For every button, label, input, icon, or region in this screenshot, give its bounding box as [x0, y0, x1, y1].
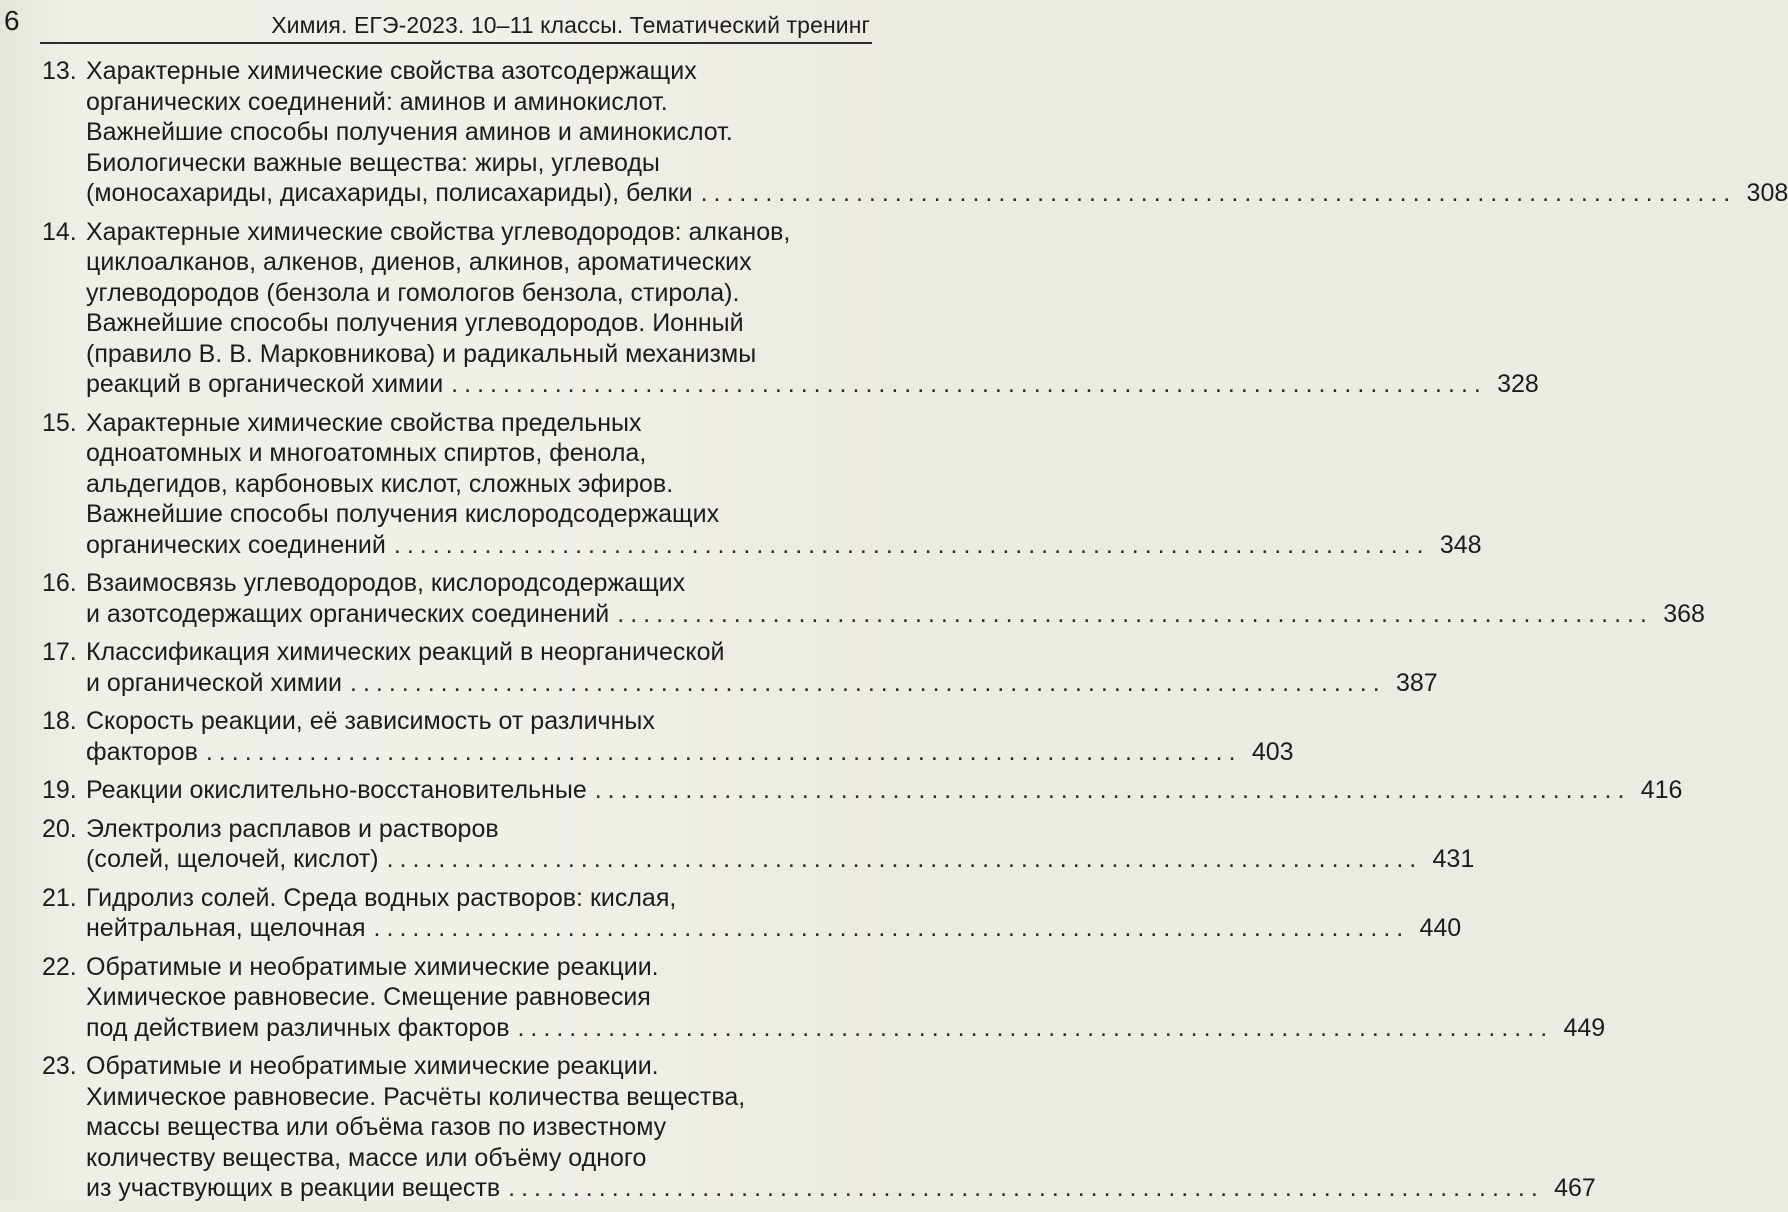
- toc-entry-text: Скорость реакции, её зависимость от различных: [86, 707, 655, 735]
- toc-entry-page: 431: [1432, 845, 1475, 873]
- dot-leader: ................................................................................: [517, 1013, 1554, 1042]
- toc-entry-line: [42, 1082, 860, 1113]
- toc-entry-text: факторов: [86, 737, 198, 766]
- toc-entry-line: [42, 308, 860, 339]
- dot-leader: ................................................................................: [386, 845, 1423, 873]
- toc-entry-line: [42, 913, 1462, 944]
- toc-entry-text: Взаимосвязь углеводородов, кислородсодержащих: [86, 569, 686, 597]
- toc-entry-text: из участвующих в реакции веществ: [86, 1174, 501, 1202]
- toc-entry-text: количеству вещества, массе или объёму одного: [86, 1143, 647, 1172]
- toc-entry-line: [42, 1112, 860, 1143]
- toc-entry-text: Химическое равновесие. Смещение равновесия: [86, 983, 651, 1011]
- toc-entry-page: 387: [1395, 668, 1438, 697]
- toc-entry-text: Обратимые и необратимые химические реакции.: [86, 1052, 659, 1080]
- toc-entry-text: углеводородов (бензола и гомологов бензола, стирола).: [86, 278, 740, 307]
- toc-entry-text: Важнейшие способы получения углеводородов. Ионный: [86, 309, 744, 337]
- toc-entry-line: [42, 668, 1438, 699]
- toc-entry: [42, 775, 1683, 806]
- toc-entry-text: Гидролиз солей. Среда водных растворов: кислая,: [86, 883, 677, 912]
- toc-entry-text: (солей, щелочей, кислот): [86, 845, 379, 873]
- toc-entry-page: 308: [1746, 179, 1788, 207]
- page-number: 6: [4, 5, 20, 36]
- toc-entry-line: [42, 469, 860, 500]
- toc-entry-line: [42, 148, 860, 179]
- toc-entry-line: [42, 1173, 1596, 1204]
- dot-leader: ................................................................................: [700, 179, 1737, 207]
- toc-entry-line: [42, 438, 860, 469]
- dot-leader: ................................................................................: [393, 530, 1430, 559]
- toc-entry-number: 19.: [42, 776, 77, 804]
- toc-entry-text: Характерные химические свойства предельных: [86, 408, 642, 437]
- toc-entry-line: [42, 339, 860, 370]
- toc-entry-text: органических соединений: [86, 530, 386, 559]
- toc-entry-line: [42, 530, 1482, 561]
- running-head: Химия. ЕГЭ-2023. 10–11 классы. Тематический тренинг: [271, 12, 870, 38]
- toc-entry-number: 21.: [42, 883, 77, 912]
- toc-entry-line: [42, 775, 1683, 806]
- toc-entry-text: (правило В. В. Марковникова) и радикальный механизмы: [86, 339, 757, 368]
- toc-entry-line: [42, 982, 860, 1013]
- toc-entry-text: под действием различных факторов: [86, 1013, 510, 1042]
- toc-entry-text: Реакции окислительно-восстановительные: [86, 776, 587, 804]
- dot-leader: ................................................................................: [205, 737, 1242, 766]
- toc-entry: [42, 883, 1462, 944]
- toc-entry-text: Характерные химические свойства азотсодержащих: [86, 57, 697, 85]
- toc-entry-line: [42, 278, 860, 309]
- toc-entry: [42, 952, 1606, 1044]
- toc-entry: [42, 706, 1294, 767]
- toc-entry-line: [42, 883, 860, 914]
- toc-entry-line: [42, 1013, 1606, 1044]
- toc-entry-page: 348: [1439, 530, 1482, 559]
- toc-entry-text: Важнейшие способы получения кислородсодержащих: [86, 500, 720, 528]
- toc-entry-page: 440: [1419, 914, 1462, 942]
- dot-leader: ................................................................................: [350, 668, 1386, 697]
- toc-entry-line: [42, 737, 1294, 768]
- toc-entry-text: Электролиз расплавов и растворов: [86, 814, 499, 843]
- toc-entry-number: 15.: [42, 408, 77, 437]
- toc-entry-text: органических соединений: аминов и аминокислот.: [86, 87, 668, 116]
- toc-entry-line: [42, 706, 860, 737]
- toc-entry-text: Важнейшие способы получения аминов и аминокислот.: [86, 118, 733, 146]
- toc-entry-page: 368: [1663, 599, 1705, 628]
- toc-entry-text: массы вещества или объёма газов по известному: [86, 1113, 667, 1141]
- toc-entry-text: нейтральная, щелочная: [86, 914, 366, 942]
- toc-entry-text: одноатомных и многоатомных спиртов, фенола,: [86, 439, 647, 467]
- header-rule: [40, 42, 872, 44]
- toc-entry-text: Классификация химических реакций в неорганической: [86, 638, 725, 666]
- toc-entry-line: [42, 87, 860, 118]
- toc-entry-number: 20.: [42, 814, 77, 843]
- toc-entry-page: 449: [1563, 1013, 1606, 1042]
- toc-entry-number: 13.: [42, 57, 77, 85]
- toc-entry: [42, 1051, 1596, 1204]
- toc-entry-text: Обратимые и необратимые химические реакции.: [86, 952, 659, 981]
- toc-entry-number: 18.: [42, 707, 77, 735]
- toc-entry-text: (моносахариды, дисахариды, полисахариды), белки: [86, 179, 693, 207]
- toc-entry: [42, 568, 1705, 629]
- toc-entry-line: [42, 369, 1539, 400]
- toc-entry-number: 23.: [42, 1052, 77, 1080]
- toc-entry: [42, 814, 1475, 875]
- toc-entry-line: [42, 247, 860, 278]
- toc-entry-text: и азотсодержащих органических соединений: [86, 599, 610, 628]
- toc-entry-line: [42, 178, 1788, 209]
- toc-entry-line: [42, 599, 1705, 630]
- dot-leader: ................................................................................: [617, 599, 1653, 628]
- toc-entry-line: [42, 814, 860, 845]
- toc-entry-page: 403: [1251, 737, 1294, 766]
- toc-entry-line: [42, 568, 860, 599]
- toc-entry: [42, 56, 1788, 209]
- table-of-contents: [42, 56, 1788, 1212]
- toc-entry-line: [42, 408, 860, 439]
- dot-leader: ................................................................................: [508, 1174, 1544, 1202]
- toc-entry-line: [42, 56, 860, 87]
- toc-entry-line: [42, 499, 860, 530]
- toc-entry-text: циклоалканов, алкенов, диенов, алкинов, ароматических: [86, 248, 752, 276]
- toc-entry-number: 16.: [42, 569, 77, 597]
- toc-entry-text: Характерные химические свойства углеводородов: алканов,: [86, 217, 791, 246]
- toc-entry-text: реакций в органической химии: [86, 370, 444, 398]
- toc-entry-text: Биологически важные вещества: жиры, углеводы: [86, 148, 660, 177]
- toc-entry-page: 467: [1554, 1174, 1596, 1202]
- toc-entry-line: [42, 952, 860, 983]
- toc-entry: [42, 408, 1482, 561]
- toc-entry-page: 416: [1640, 776, 1683, 804]
- toc-entry-text: альдегидов, карбоновых кислот, сложных эфиров.: [86, 469, 674, 498]
- dot-leader: ................................................................................: [373, 914, 1410, 942]
- toc-entry-text: и органической химии: [86, 668, 343, 697]
- toc-entry-number: 17.: [42, 638, 77, 666]
- dot-leader: ................................................................................: [451, 370, 1487, 398]
- dot-leader: ................................................................................: [594, 776, 1631, 804]
- toc-entry-line: [42, 1143, 860, 1174]
- toc-entry-line: [42, 217, 860, 248]
- toc-entry-line: [42, 844, 1475, 875]
- toc-entry-line: [42, 637, 860, 668]
- toc-entry: [42, 637, 1438, 698]
- toc-entry-text: Химическое равновесие. Расчёты количества вещества,: [86, 1082, 746, 1111]
- toc-entry-line: [42, 1051, 860, 1082]
- toc-entry-page: 328: [1497, 370, 1539, 398]
- toc-entry-line: [42, 117, 860, 148]
- toc-entry-number: 22.: [42, 952, 77, 981]
- toc-entry-number: 14.: [42, 217, 77, 246]
- toc-entry: [42, 217, 1539, 400]
